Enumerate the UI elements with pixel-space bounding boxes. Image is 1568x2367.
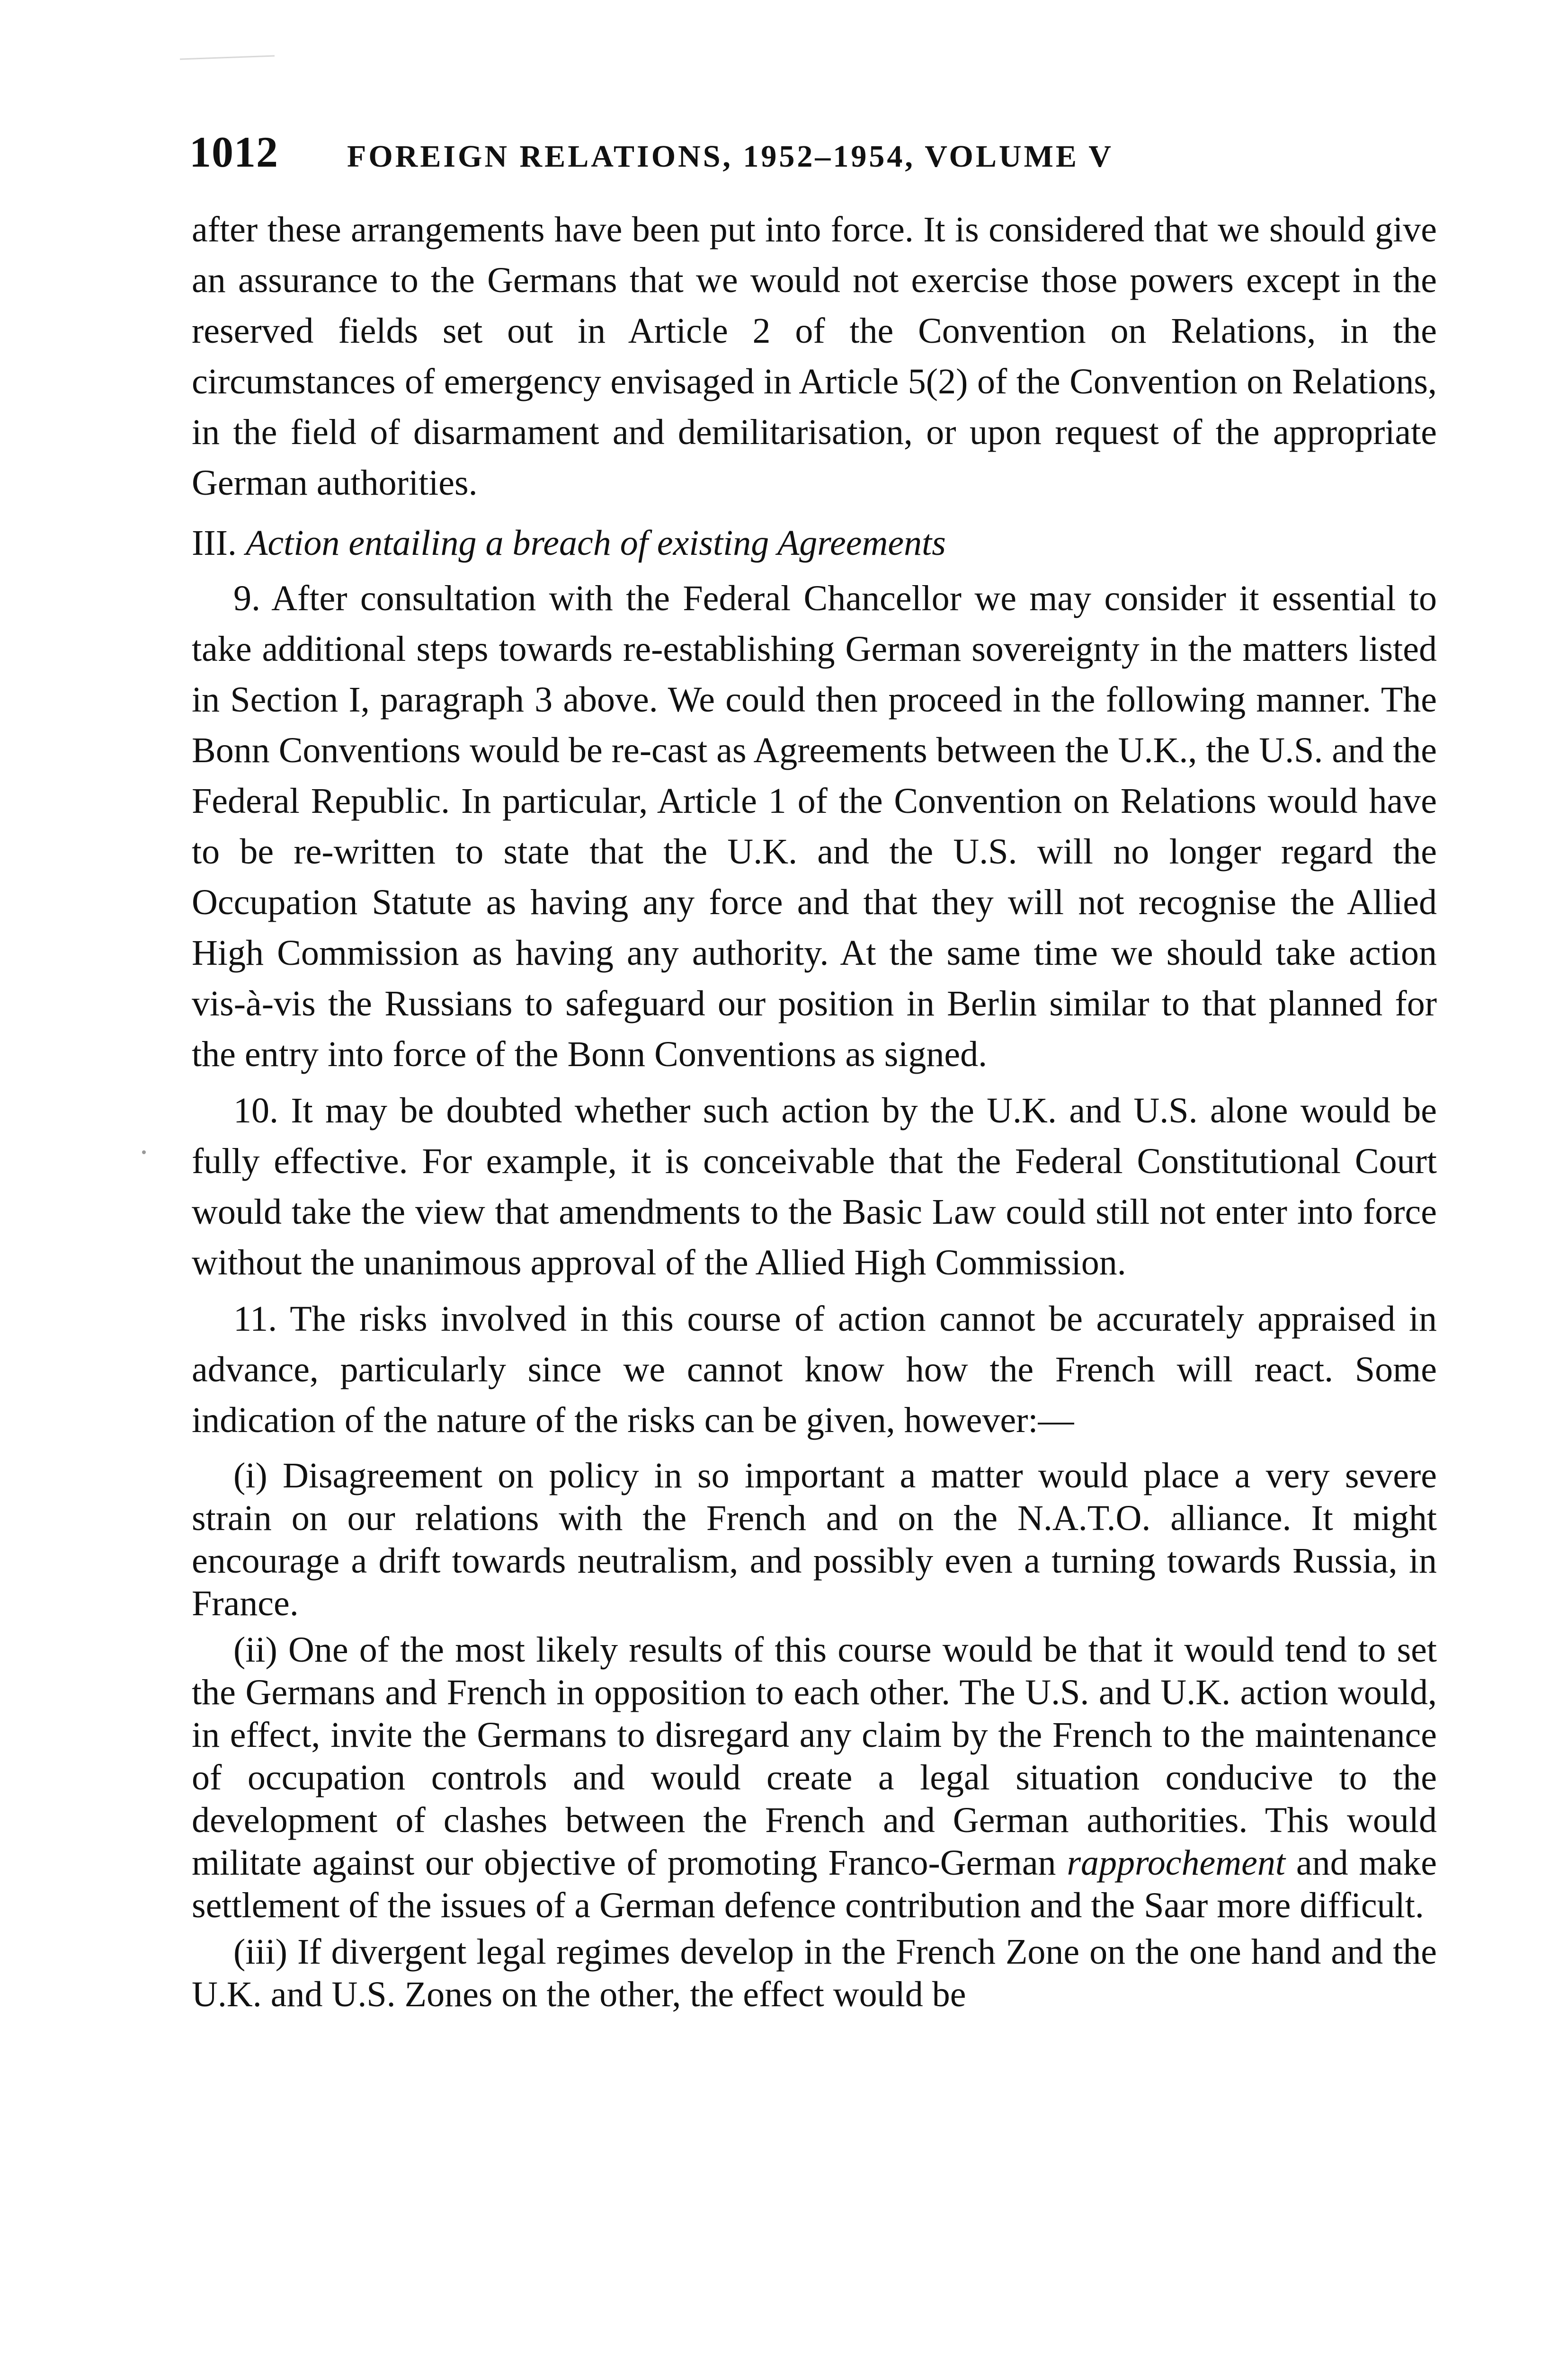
running-head: FOREIGN RELATIONS, 1952–1954, VOLUME V [347,139,1114,174]
scan-artifact-dot [142,1150,146,1154]
section-heading [192,518,1437,569]
subparagraph-i: (i) Disagreement on policy in so important a matter would place a very severe strain on our relations with the French and on the N.A.T.O. alliance. It might encourage a drift towards neutralism, and possibly even a turning towards Russia, in France. [192,1456,1437,1623]
subparagraph-ii-text: (ii) One of the most likely results of this course would be that it would tend to set the Germans and French in opposition to each other. The U.S. and U.K. action would, in effect, invite the Germans to disregard any claim by the French to the maintenance of occupation controls and would create a legal situation conducive to the development of clashes between the French and German authorities. This would militate against our objective of promoting Franco-German [192,1630,1437,1883]
scan-artifact-line [180,55,275,60]
section-number: III. [192,523,237,563]
subparagraph-ii-italic: rapprochement [1067,1843,1285,1883]
page-number: 1012 [189,128,278,176]
paragraph-10: 10. It may be doubted whether such action by the U.K. and U.S. alone would be fully effective. For example, it is conceivable that the Federal Constitutional Court would take the view that amendments to the Basic Law could still not enter into force without the unanimous approval of the Allied High Commission. [192,1091,1437,1282]
paragraph-continuation: after these arrangements have been put into force. It is considered that we should give an assurance to the Germans that we would not exercise those powers except in the reserved fields set out in Article 2 of the Convention on Relations, in the circumstances of emergency envisaged in Article 5(2) of the Convention on Relations, in the field of disarmament and demilitarisation, or upon request of the appropriate German authorities. [192,210,1437,503]
document-body [192,205,1437,2016]
subparagraph-ii [192,1628,1437,1927]
subparagraph-iii: (iii) If divergent legal regimes develop in the French Zone on the one hand and the U.K. and U.S. Zones on the other, the effect would be [192,1932,1437,2014]
paragraph-9: 9. After consultation with the Federal Chancellor we may consider it essential to take additional steps towards re-establishing German sovereignty in the matters listed in Section I, paragraph 3 above. We could then proceed in the following manner. The Bonn Conventions would be re-cast as Agreements between the U.K., the U.S. and the Federal Republic. In particular, Article 1 of the Convention on Relations would have to be re-written to state that the U.K. and the U.S. will no longer regard the Occupation Statute as having any force and that they will not recognise the Allied High Commission as having any authority. At the same time we should take action vis-à-vis the Russians to safeguard our position in Berlin similar to that planned for the entry into force of the Bonn Conventions as signed. [192,578,1437,1074]
paragraph-11: 11. The risks involved in this course of action cannot be accurately appraised in advance, particularly since we cannot know how the French will react. Some indication of the nature of the risks can be given, however:— [192,1299,1437,1440]
section-title: Action entailing a breach of existing Agreements [245,523,946,563]
subparagraph-ii-text-end: and make settlement of the issues of a German defence contribution and the Saar more difficult. [192,1843,1437,1925]
page-header [189,127,1458,193]
